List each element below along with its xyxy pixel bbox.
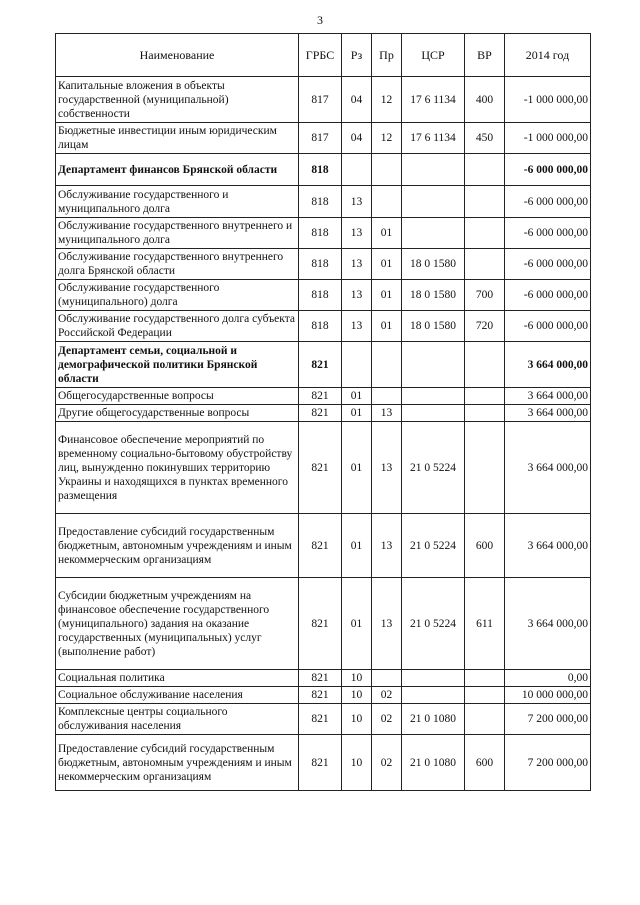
table-row: [56, 342, 591, 388]
row-rz: 13: [342, 218, 372, 249]
row-vr: 700: [465, 280, 505, 311]
row-csr: 18 0 1580: [402, 249, 465, 280]
row-pr: 13: [372, 514, 402, 578]
row-csr: 17 6 1134: [402, 77, 465, 123]
table-row: [56, 687, 591, 704]
row-csr: [402, 186, 465, 218]
row-vr: [465, 670, 505, 687]
row-rz: 04: [342, 77, 372, 123]
row-grbs: 818: [299, 249, 342, 280]
row-amount: -1 000 000,00: [505, 77, 591, 123]
row-amount: 0,00: [505, 670, 591, 687]
row-name: Социальное обслуживание населения: [56, 687, 299, 704]
header-year: 2014 год: [505, 34, 591, 77]
row-pr: 13: [372, 578, 402, 670]
header-pr: Пр: [372, 34, 402, 77]
row-rz: 10: [342, 704, 372, 735]
table-row: [56, 422, 591, 514]
row-vr: [465, 388, 505, 405]
row-amount: -6 000 000,00: [505, 311, 591, 342]
row-rz: 01: [342, 422, 372, 514]
header-csr: ЦСР: [402, 34, 465, 77]
table-row: [56, 388, 591, 405]
row-amount: 3 664 000,00: [505, 405, 591, 422]
row-pr: 01: [372, 218, 402, 249]
row-csr: 18 0 1580: [402, 311, 465, 342]
row-vr: 600: [465, 514, 505, 578]
row-name: Субсидии бюджетным учреждениям на финансовое обеспечение государственного (муниципального) задания на оказание государственных (муниципальных) услуг (выполнение работ): [56, 578, 299, 670]
table-row: [56, 123, 591, 154]
row-pr: [372, 670, 402, 687]
row-amount: -6 000 000,00: [505, 280, 591, 311]
row-grbs: 821: [299, 405, 342, 422]
row-amount: 10 000 000,00: [505, 687, 591, 704]
row-amount: 7 200 000,00: [505, 704, 591, 735]
row-rz: 01: [342, 578, 372, 670]
row-name: Финансовое обеспечение мероприятий по временному социально-бытовому обустройству лиц, вынужденно покинувших территорию Украины и находящихся в пунктах временного размещения: [56, 422, 299, 514]
row-name: Обслуживание государственного и муниципального долга: [56, 186, 299, 218]
row-rz: 01: [342, 514, 372, 578]
page-number: 3: [317, 13, 323, 27]
row-vr: [465, 704, 505, 735]
row-csr: 21 0 1080: [402, 704, 465, 735]
row-pr: 02: [372, 704, 402, 735]
row-grbs: 821: [299, 422, 342, 514]
row-name: Департамент финансов Брянской области: [56, 154, 299, 186]
row-grbs: 821: [299, 735, 342, 791]
row-vr: [465, 249, 505, 280]
row-pr: 13: [372, 405, 402, 422]
row-name: Предоставление субсидий государственным бюджетным, автономным учреждениям и иным некоммерческим организациям: [56, 514, 299, 578]
row-name: Общегосударственные вопросы: [56, 388, 299, 405]
row-vr: [465, 687, 505, 704]
row-pr: [372, 388, 402, 405]
row-csr: [402, 670, 465, 687]
row-csr: [402, 687, 465, 704]
row-grbs: 821: [299, 388, 342, 405]
row-rz: 13: [342, 249, 372, 280]
row-rz: 10: [342, 687, 372, 704]
row-name: Обслуживание государственного внутреннего и муниципального долга: [56, 218, 299, 249]
row-csr: 21 0 5224: [402, 578, 465, 670]
row-pr: 02: [372, 735, 402, 791]
row-amount: -1 000 000,00: [505, 123, 591, 154]
row-name: Бюджетные инвестиции иным юридическим лицам: [56, 123, 299, 154]
table-row: [56, 514, 591, 578]
table-row: [56, 704, 591, 735]
table-row: [56, 405, 591, 422]
budget-table: [55, 33, 591, 791]
row-amount: 3 664 000,00: [505, 514, 591, 578]
table-row: [56, 154, 591, 186]
row-grbs: 821: [299, 514, 342, 578]
table-row: [56, 218, 591, 249]
row-grbs: 821: [299, 687, 342, 704]
row-name: Капитальные вложения в объекты государственной (муниципальной) собственности: [56, 77, 299, 123]
row-rz: [342, 154, 372, 186]
row-csr: 21 0 5224: [402, 422, 465, 514]
row-grbs: 818: [299, 154, 342, 186]
row-csr: [402, 388, 465, 405]
row-grbs: 821: [299, 670, 342, 687]
row-vr: 400: [465, 77, 505, 123]
row-rz: 13: [342, 186, 372, 218]
row-csr: [402, 342, 465, 388]
row-rz: 13: [342, 280, 372, 311]
row-rz: 10: [342, 735, 372, 791]
row-pr: [372, 154, 402, 186]
row-amount: 3 664 000,00: [505, 388, 591, 405]
row-vr: 611: [465, 578, 505, 670]
row-grbs: 818: [299, 218, 342, 249]
row-name: Обслуживание государственного (муниципального) долга: [56, 280, 299, 311]
table-body: [56, 77, 591, 791]
row-amount: 3 664 000,00: [505, 342, 591, 388]
row-vr: [465, 218, 505, 249]
row-pr: 02: [372, 687, 402, 704]
row-name: Обслуживание государственного долга субъекта Российской Федерации: [56, 311, 299, 342]
row-csr: 17 6 1134: [402, 123, 465, 154]
header-vr: ВР: [465, 34, 505, 77]
row-grbs: 821: [299, 578, 342, 670]
table-row: [56, 77, 591, 123]
row-name: Комплексные центры социального обслуживания населения: [56, 704, 299, 735]
row-amount: -6 000 000,00: [505, 218, 591, 249]
row-csr: [402, 154, 465, 186]
row-name: Обслуживание государственного внутреннего долга Брянской области: [56, 249, 299, 280]
row-csr: 21 0 1080: [402, 735, 465, 791]
row-grbs: 818: [299, 186, 342, 218]
row-amount: -6 000 000,00: [505, 186, 591, 218]
table-row: [56, 249, 591, 280]
table-row: [56, 280, 591, 311]
row-amount: 3 664 000,00: [505, 578, 591, 670]
table-row: [56, 186, 591, 218]
row-rz: [342, 342, 372, 388]
row-vr: 600: [465, 735, 505, 791]
row-csr: [402, 405, 465, 422]
row-rz: 13: [342, 311, 372, 342]
row-amount: 7 200 000,00: [505, 735, 591, 791]
table-row: [56, 311, 591, 342]
row-rz: 01: [342, 405, 372, 422]
row-amount: -6 000 000,00: [505, 154, 591, 186]
row-rz: 10: [342, 670, 372, 687]
row-vr: 450: [465, 123, 505, 154]
row-pr: 01: [372, 280, 402, 311]
row-pr: 01: [372, 311, 402, 342]
row-grbs: 817: [299, 77, 342, 123]
header-name: Наименование: [56, 34, 299, 77]
row-name: Другие общегосударственные вопросы: [56, 405, 299, 422]
row-name: Департамент семьи, социальной и демографической политики Брянской области: [56, 342, 299, 388]
row-pr: 01: [372, 249, 402, 280]
row-pr: 12: [372, 123, 402, 154]
row-pr: 13: [372, 422, 402, 514]
row-amount: 3 664 000,00: [505, 422, 591, 514]
row-grbs: 818: [299, 311, 342, 342]
header-grbs: ГРБС: [299, 34, 342, 77]
table-row: [56, 670, 591, 687]
row-pr: [372, 342, 402, 388]
row-rz: 01: [342, 388, 372, 405]
row-amount: -6 000 000,00: [505, 249, 591, 280]
header-rz: Рз: [342, 34, 372, 77]
row-grbs: 821: [299, 342, 342, 388]
row-pr: 12: [372, 77, 402, 123]
row-vr: [465, 342, 505, 388]
table-row: [56, 578, 591, 670]
row-csr: 18 0 1580: [402, 280, 465, 311]
row-csr: 21 0 5224: [402, 514, 465, 578]
row-grbs: 821: [299, 704, 342, 735]
row-vr: [465, 186, 505, 218]
row-csr: [402, 218, 465, 249]
row-rz: 04: [342, 123, 372, 154]
row-vr: 720: [465, 311, 505, 342]
row-name: Социальная политика: [56, 670, 299, 687]
row-pr: [372, 186, 402, 218]
row-grbs: 818: [299, 280, 342, 311]
row-name: Предоставление субсидий государственным бюджетным, автономным учреждениям и иным некоммерческим организациям: [56, 735, 299, 791]
table-row: [56, 735, 591, 791]
row-vr: [465, 154, 505, 186]
row-vr: [465, 422, 505, 514]
row-vr: [465, 405, 505, 422]
row-grbs: 817: [299, 123, 342, 154]
table-header-row: [56, 34, 591, 77]
